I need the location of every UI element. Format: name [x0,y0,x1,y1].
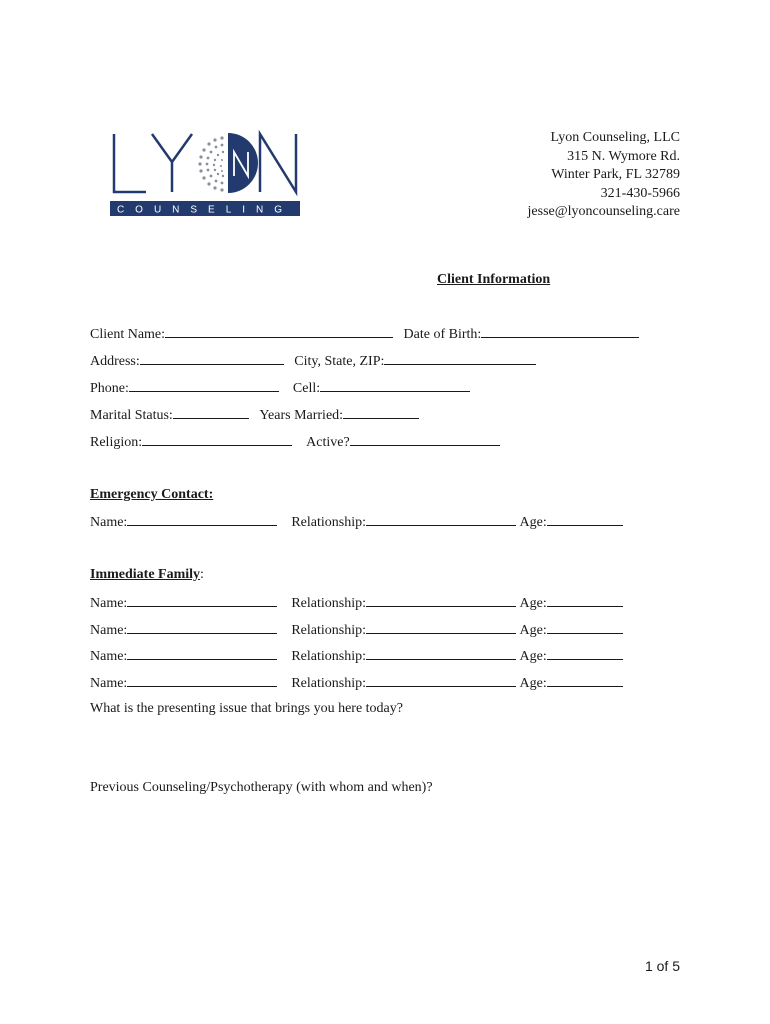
practice-name: Lyon Counseling, LLC [550,130,680,145]
family-relationship-field[interactable] [366,674,516,687]
religion-label: Religion: [90,435,143,450]
relationship-label: Relationship: [291,596,366,611]
family-age-field[interactable] [547,674,623,687]
practice-street: 315 N. Wymore Rd. [567,148,680,164]
family-age-field[interactable] [547,621,623,634]
relationship-label: Relationship: [291,623,366,638]
svg-text:COUNSELING: COUNSELING [116,204,294,216]
age-label: Age: [519,623,547,638]
family-relationship-field[interactable] [366,594,516,607]
previous-counseling-question: Previous Counseling/Psychotherapy (with whom and when)? [90,780,433,795]
city-state-zip-label: City, State, ZIP: [294,354,385,369]
age-label: Age: [519,515,547,530]
lyon-counseling-logo [110,130,300,218]
family-name-field[interactable] [127,647,277,660]
family-age-field[interactable] [547,647,623,660]
client-name-row [90,325,639,343]
family-row [90,621,623,639]
phone-field[interactable] [129,379,279,392]
practice-city: Winter Park, FL 32789 [551,167,680,182]
client-name-field[interactable] [165,325,393,338]
family-row [90,594,623,612]
active-label: Active? [306,435,350,450]
religion-row [90,433,500,451]
emergency-contact-row [90,513,623,531]
family-relationship-field[interactable] [366,621,516,634]
family-name-field[interactable] [127,621,277,634]
dob-label: Date of Birth: [403,327,482,342]
address-field[interactable] [140,352,284,365]
age-label: Age: [519,596,547,611]
religion-field[interactable] [142,433,292,446]
name-label: Name: [90,623,128,638]
practice-email: jesse@lyoncounseling.care [527,204,680,219]
dob-field[interactable] [481,325,639,338]
years-married-label: Years Married: [259,408,344,423]
years-married-field[interactable] [343,406,419,419]
cell-field[interactable] [320,379,470,392]
form-title: Client Information [437,272,551,287]
name-label: Name: [90,649,128,664]
page-number: 1 of 5 [644,958,680,974]
emergency-contact-heading: Emergency Contact: [90,487,214,502]
cell-label: Cell: [292,381,321,396]
relationship-label: Relationship: [291,676,366,691]
emergency-name-field[interactable] [127,513,277,526]
family-relationship-field[interactable] [366,647,516,660]
name-label: Name: [90,515,128,530]
marital-status-label: Marital Status: [90,408,173,423]
age-label: Age: [519,676,547,691]
family-name-field[interactable] [127,594,277,607]
marital-status-field[interactable] [173,406,249,419]
family-row [90,647,623,665]
marital-row [90,406,419,424]
city-state-zip-field[interactable] [384,352,536,365]
name-label: Name: [90,596,128,611]
presenting-issue-question: What is the presenting issue that brings you here today? [90,701,403,716]
relationship-label: Relationship: [291,515,366,530]
active-field[interactable] [350,433,500,446]
practice-phone: 321-430-5966 [600,185,680,201]
client-name-label: Client Name: [90,327,166,342]
phone-label: Phone: [90,381,129,396]
emergency-relationship-field[interactable] [366,513,516,526]
emergency-age-field[interactable] [547,513,623,526]
age-label: Age: [519,649,547,664]
practice-address-block [528,129,680,222]
family-age-field[interactable] [547,594,623,607]
immediate-family-heading: Immediate Family: [90,567,204,582]
relationship-label: Relationship: [291,649,366,664]
family-name-field[interactable] [127,674,277,687]
address-row [90,352,536,370]
name-label: Name: [90,676,128,691]
address-label: Address: [90,354,140,369]
phone-row [90,379,470,397]
family-row [90,674,623,692]
